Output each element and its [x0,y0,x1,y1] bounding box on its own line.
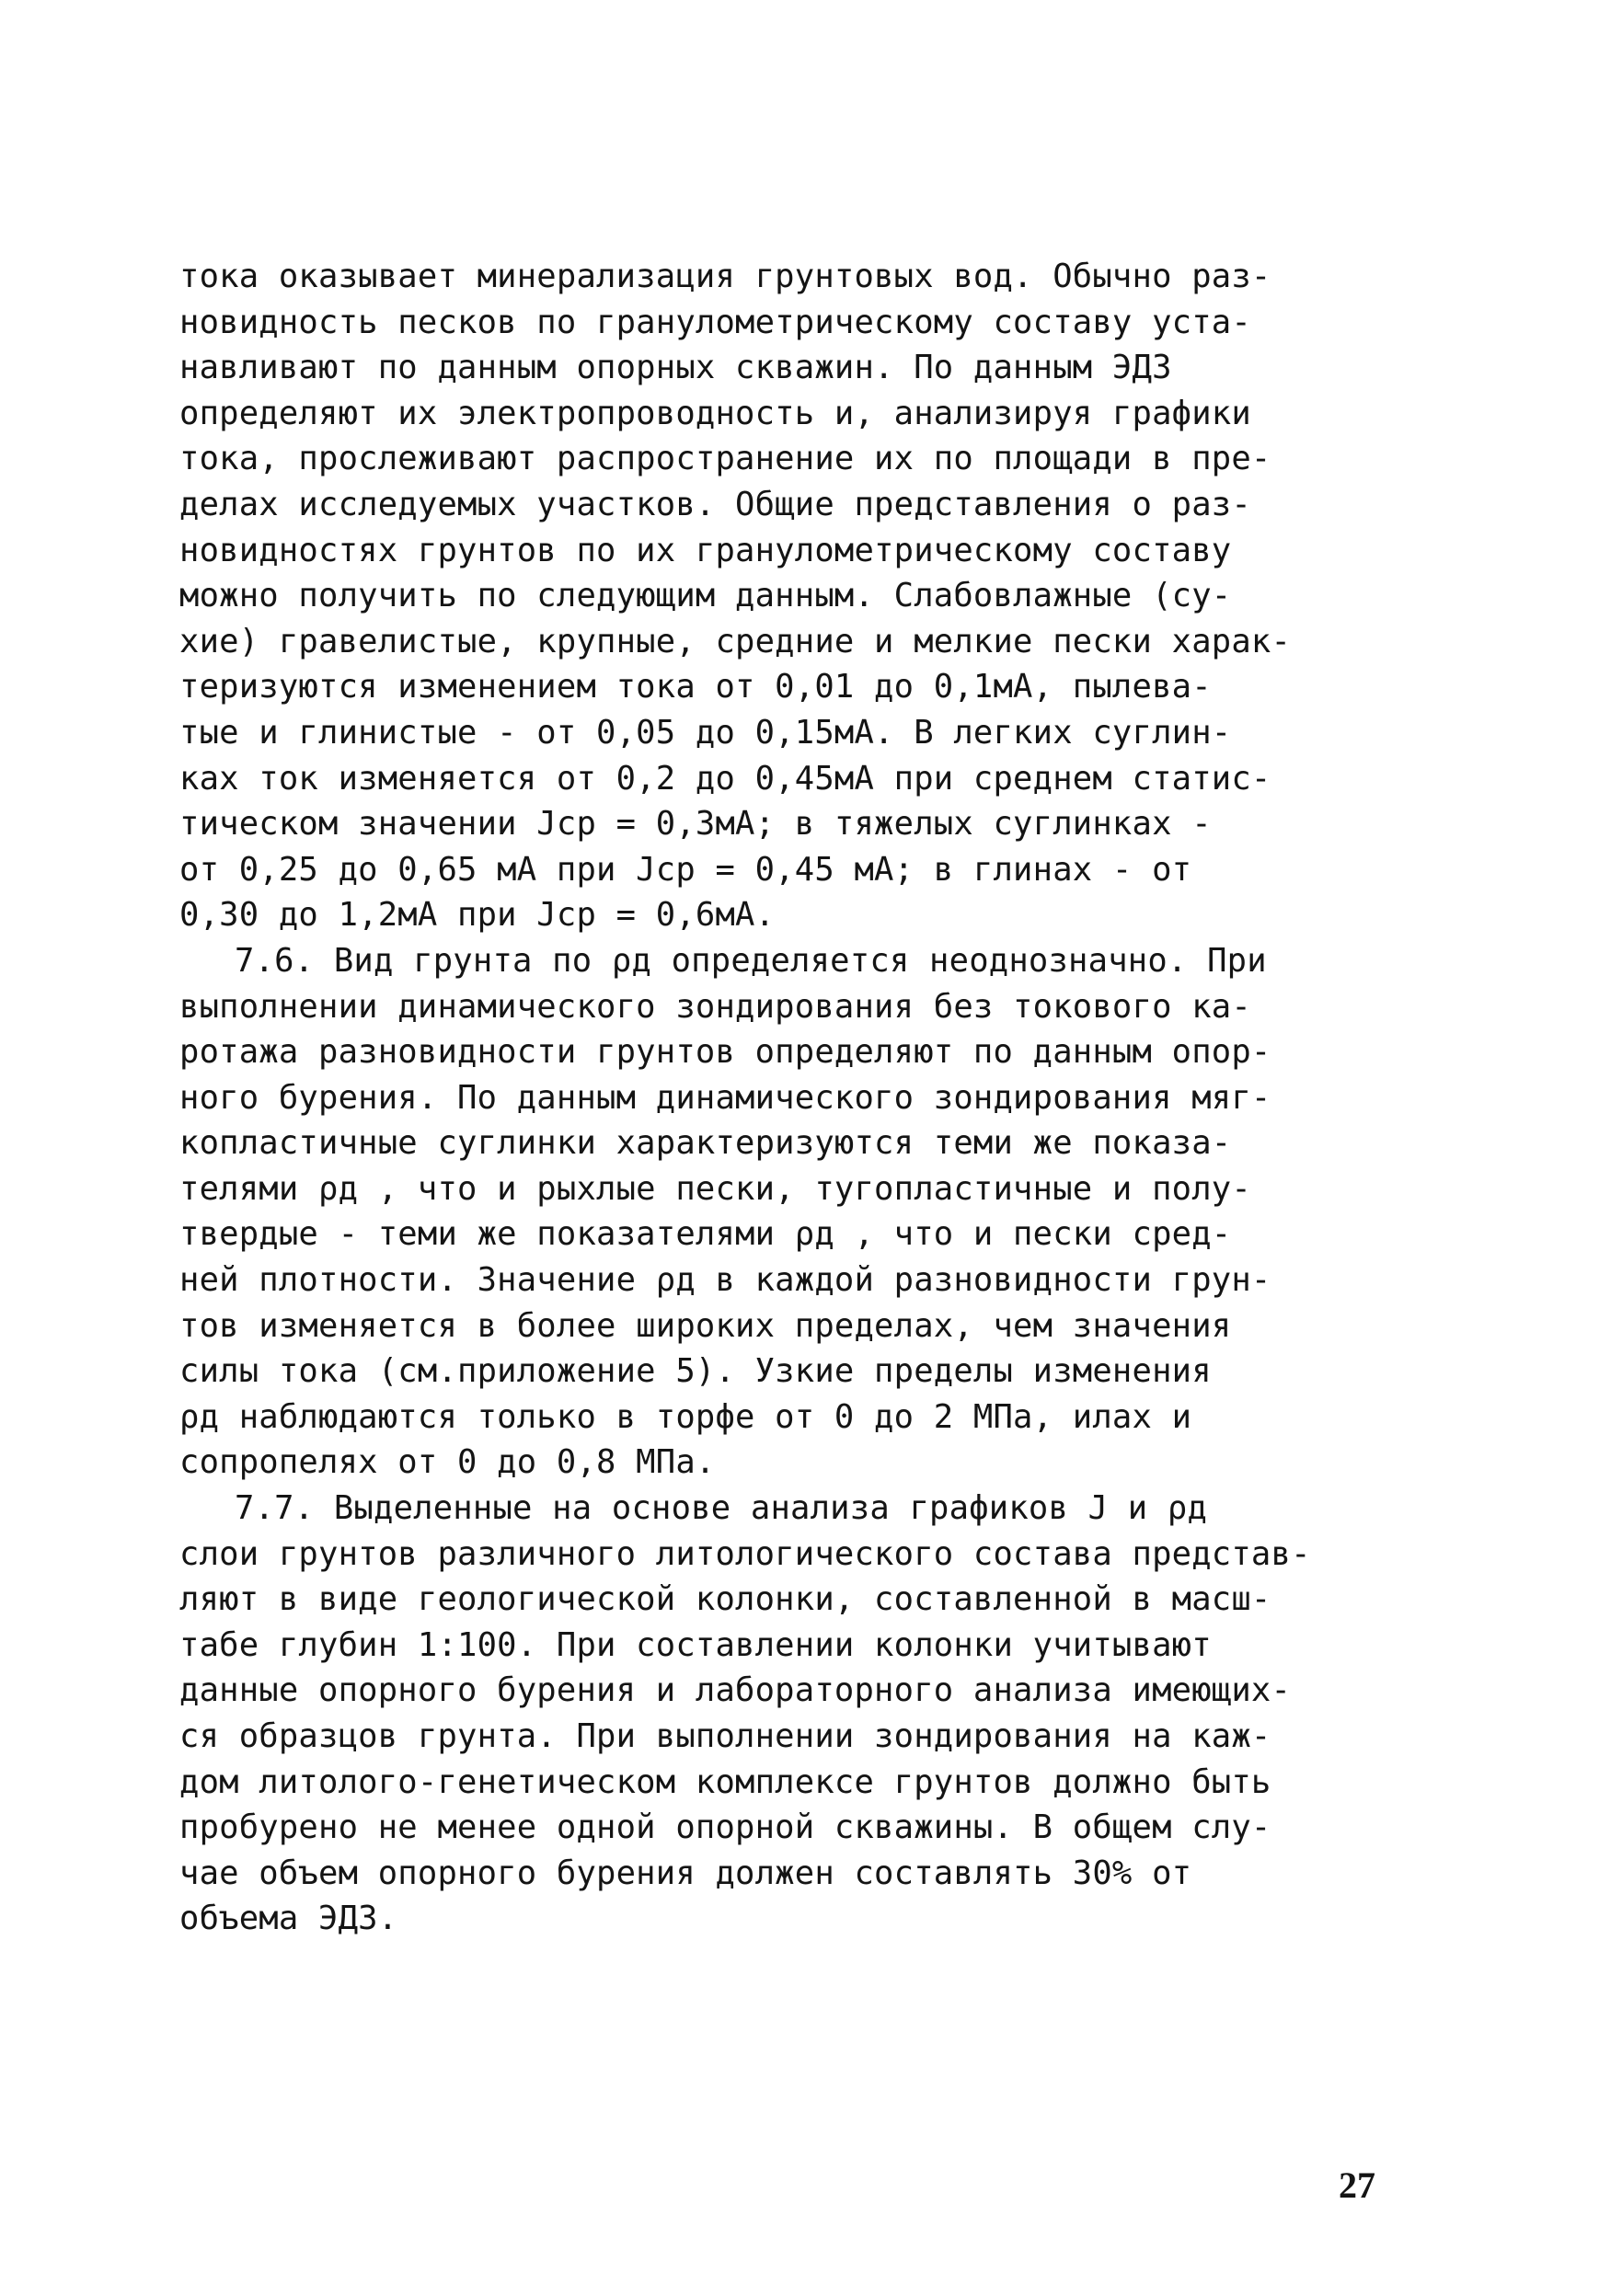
text-line: ного бурения. По данным динамического зондирования мяг- [179,1078,1271,1117]
text-line: выполнении динамического зондирования без токового ка- [179,987,1251,1026]
page-number: 27 [1339,2164,1375,2206]
text-line: табе глубин 1:100. При составлении колонки учитывают [179,1625,1212,1664]
text-line: новидность песков по гранулометрическому составу уста- [179,303,1251,341]
text-line: новидностях грунтов по их гранулометрическому составу [179,531,1232,569]
paragraph [179,938,1449,1486]
text-line: копластичные суглинки характеризуются теми же показа- [179,1124,1232,1163]
text-line: сопропелях от 0 до 0,8 МПа. [179,1443,716,1482]
text-line: определяют их электропроводность и, анализируя графики [179,394,1251,432]
text-line: силы тока (см.приложение 5). Узкие пределы изменения [179,1352,1212,1391]
text-line: тые и глинистые - от 0,05 до 0,15мА. В легких суглин- [179,713,1232,752]
text-line: 0,30 до 1,2мА при Jср = 0,6мА. [179,896,776,935]
text-line: 7.6. Вид грунта по ρд определяется неоднозначно. При [235,941,1267,980]
text-line: тов изменяется в более широких пределах, чем значения [179,1306,1232,1345]
paragraph [179,1486,1449,1942]
text-line: 7.7. Выделенные на основе анализа графиков J и ρд [235,1489,1208,1528]
text-line: делах исследуемых участков. Общие представления о раз- [179,485,1251,523]
text-line: ротажа разновидности грунтов определяют по данным опор- [179,1033,1271,1072]
text-line: слои грунтов различного литологического состава представ- [179,1534,1311,1573]
text-line: хие) гравелистые, крупные, средние и мелкие пески харак- [179,622,1292,660]
text-line: ней плотности. Значение ρд в каждой разновидности грун- [179,1261,1271,1300]
text-line: тока, прослеживают распространение их по площади в пре- [179,440,1271,478]
text-line: дом литолого-генетическом комплексе грунтов должно быть [179,1762,1271,1801]
text-line: ках ток изменяется от 0,2 до 0,45мА при среднем статис- [179,759,1271,798]
paragraph [179,254,1449,938]
text-line: твердые - теми же показателями ρд , что и пески сред- [179,1215,1232,1254]
text-line: чае объем опорного бурения должен составлять 30% от [179,1854,1192,1892]
text-line: ρд наблюдаются только в торфе от 0 до 2 МПа, илах и [179,1397,1192,1436]
text-line: от 0,25 до 0,65 мА при Jср = 0,45 мА; в глинах - от [179,850,1192,889]
text-line: телями ρд , что и рыхлые пески, тугопластичные и полу- [179,1169,1251,1208]
body-text [179,254,1449,1942]
text-line: данные опорного бурения и лабораторного анализа имеющих- [179,1671,1292,1710]
text-line: тическом значении Jср = 0,3мА; в тяжелых суглинках - [179,805,1212,844]
text-line: можно получить по следующим данным. Слабовлажные (су- [179,577,1232,615]
text-line: пробурено не менее одной опорной скважины. В общем слу- [179,1808,1271,1847]
text-line: объема ЭДЗ. [179,1900,398,1938]
text-line: ляют в виде геологической колонки, составленной в масш- [179,1580,1271,1619]
text-line: тока оказывает минерализация грунтовых вод. Обычно раз- [179,258,1271,295]
text-line: теризуются изменением тока от 0,01 до 0,1мА, пылева- [179,668,1212,706]
text-line: ся образцов грунта. При выполнении зондирования на каж- [179,1717,1271,1755]
text-line: навливают по данным опорных скважин. По данным ЭДЗ [179,349,1172,387]
